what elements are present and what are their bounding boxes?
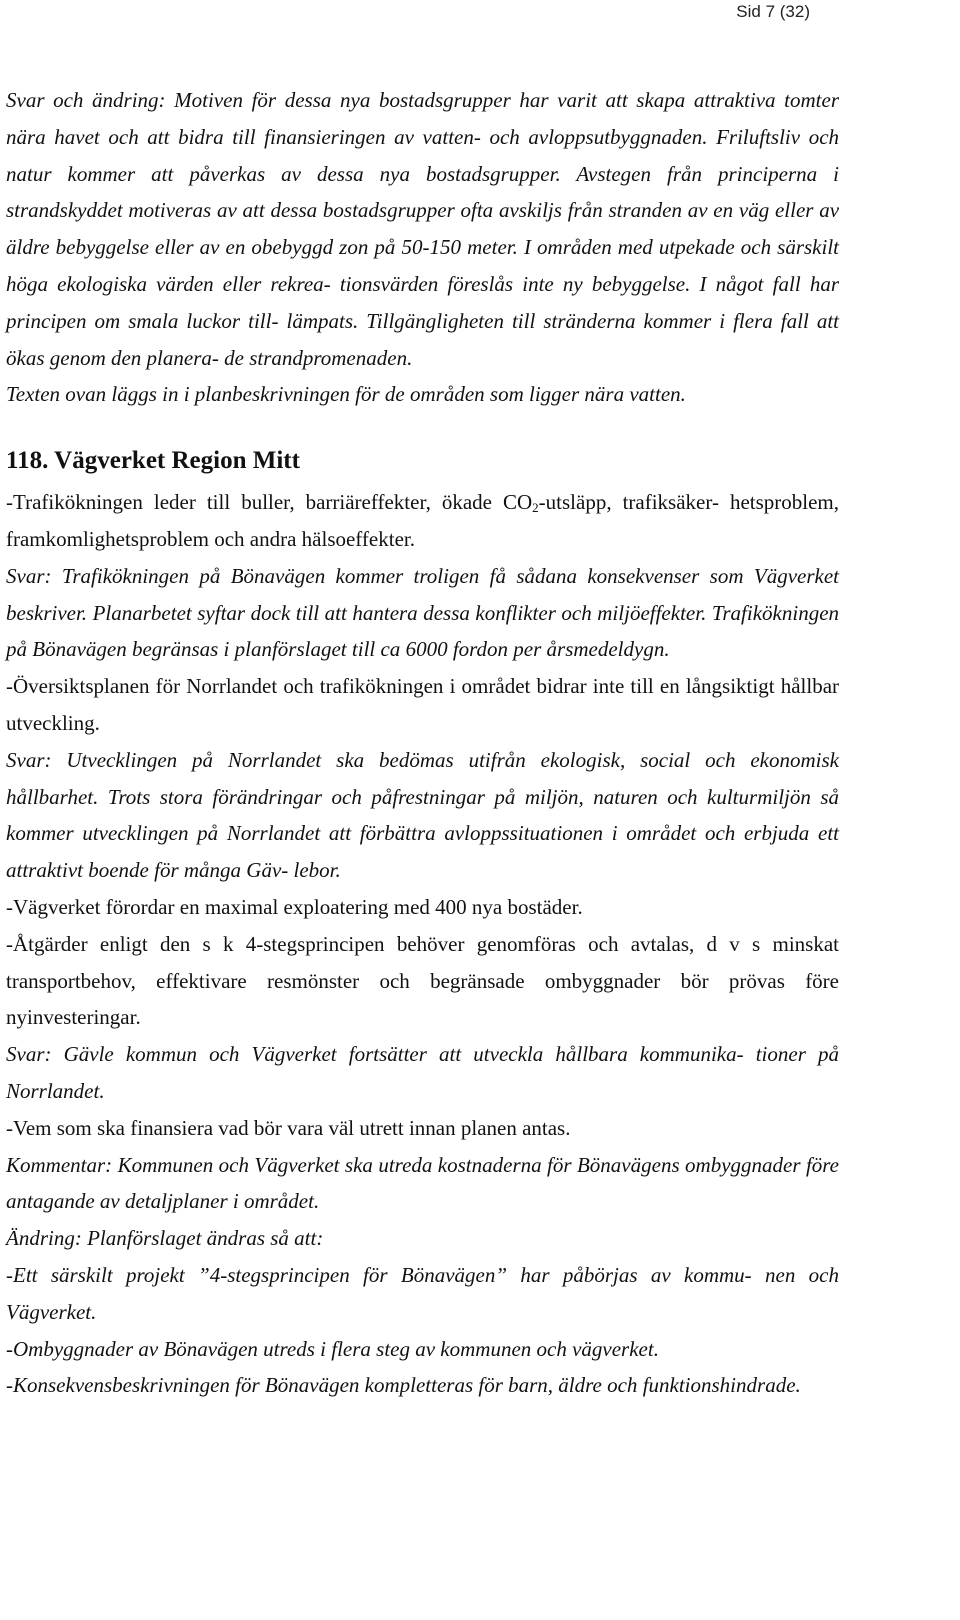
text-line: -Konsekvensbeskrivningen för Bönavägen kompletteras för barn, äldre och (6, 1373, 638, 1398)
text-line: tioner på Norrlandet. (6, 1042, 839, 1103)
text-line: funktionshindrade. (642, 1373, 801, 1398)
text-line: nen och Vägverket. (6, 1262, 839, 1324)
text-line: minskat transportbehov, effektivare resmönster och begränsade ombyggnader (6, 931, 839, 993)
text-line: och miljöeffekter. Trafikökningen på Bönavägen begränsas i planförslaget till ca (6, 600, 840, 662)
comment-costs (6, 1147, 839, 1221)
text-line: -Åtgärder enligt den s k 4-stegsprincipen behöver genomföras och avtalas, d v s (6, 931, 761, 956)
text-line: lämpats. Tillgängligheten till stränderna kommer i flera fall att ökas genom den planera- (6, 308, 840, 370)
response-sustainability (6, 742, 839, 889)
text-line: bör prövas före nyinvesteringar. (6, 968, 839, 1030)
text-line: avloppssituationen i området och erbjuda ett attraktivt boende för många Gäv- (6, 821, 840, 883)
text-line: -Ett särskilt projekt ”4-stegsprincipen för Bönavägen” har påbörjas av kommu- (6, 1262, 752, 1287)
text-line: -Översiktsplanen för Norrlandet och trafikökningen i området bidrar inte till en (6, 674, 680, 699)
text-line: Svar och ändring: Motiven för dessa nya bostadsgrupper har varit att skapa attraktiva (6, 88, 776, 112)
text-line: -utsläpp, trafiksäker- (538, 490, 719, 515)
text-line: Svar: Trafikökningen på Bönavägen kommer troligen få sådana konsekvenser (6, 563, 700, 588)
response-traffic (6, 558, 839, 668)
text-line: som Vägverket beskriver. Planarbetet syftar dock till att hantera dessa konflikter (6, 563, 839, 625)
comment-sustainability (6, 668, 839, 742)
text-line: Ändring: Planförslaget ändras så att: (6, 1226, 324, 1251)
text-line: lebor. (293, 858, 341, 883)
text-line: Svar: Utvecklingen på Norrlandet ska bedömas utifrån ekologisk, social och (6, 747, 736, 772)
text-line: naturen och kulturmiljön så kommer utvecklingen på Norrlandet att förbättra (6, 784, 839, 846)
subscript: 2 (532, 500, 539, 516)
page-number: Sid 7 (32) (736, 2, 810, 21)
document-body (6, 82, 839, 1404)
text-line: avskiljs från stranden av en väg eller av äldre bebyggelse eller av en obebyggd zon på (6, 198, 840, 260)
text-line: tionsvärden föreslås inte ny bebyggelse. I något fall har principen om smala luckor till- (6, 271, 839, 333)
text-line: -Ombyggnader av Bönavägen utreds i flera steg av kommunen och vägverket. (6, 1336, 659, 1361)
text-line: Friluftsliv och natur kommer att påverkas av dessa nya bostadsgrupper. (6, 124, 840, 186)
plan-description-note: Texten ovan läggs in i planbeskrivningen för de områden som ligger nära vatten. (6, 382, 686, 407)
response-paragraph-117 (6, 82, 839, 376)
text-line: -Trafikökningen leder till buller, barriäreffekter, ökade CO (6, 490, 533, 515)
text-line: Avstegen från principerna i strandskyddet motiveras av att dessa bostadsgrupper ofta (6, 161, 840, 223)
comment-max-exploitation: -Vägverket förordar en maximal exploatering med 400 nya bostäder. (6, 894, 583, 919)
text-line: 6000 fordon per årsmedeldygn. (405, 637, 670, 662)
comment-traffic-effects (6, 484, 839, 558)
text-line: 50-150 meter. I områden med utpekade och särskilt höga ekologiska värden eller rekrea- (6, 235, 840, 296)
text-line: Svar: Gävle kommun och Vägverket fortsätter att utveckla hållbara kommunika- (6, 1042, 744, 1067)
response-communications (6, 1036, 839, 1110)
change-plan-proposal (6, 1220, 839, 1404)
text-line: ombyggnader före antagande av detaljplaner i området. (6, 1152, 839, 1214)
section-heading: 118. Vägverket Region Mitt (6, 447, 300, 475)
comment-financing: -Vem som ska finansiera vad bör vara väl utrett innan planen antas. (6, 1115, 571, 1140)
comment-four-step-principle (6, 926, 839, 1036)
text-line: de strandpromenaden. (224, 345, 413, 370)
text-line: långsiktigt hållbar utveckling. (6, 674, 840, 735)
text-line: ekonomisk hållbarhet. Trots stora förändringar och påfrestningar på miljön, (6, 747, 839, 809)
text-line: tomter nära havet och att bidra till finansieringen av vatten- och avloppsutbyggnaden. (6, 88, 839, 149)
text-line: hetsproblem, framkomlighetsproblem och andra hälsoeffekter. (6, 490, 840, 551)
text-line: Kommentar: Kommunen och Vägverket ska utreda kostnaderna för Bönavägens (6, 1152, 680, 1177)
